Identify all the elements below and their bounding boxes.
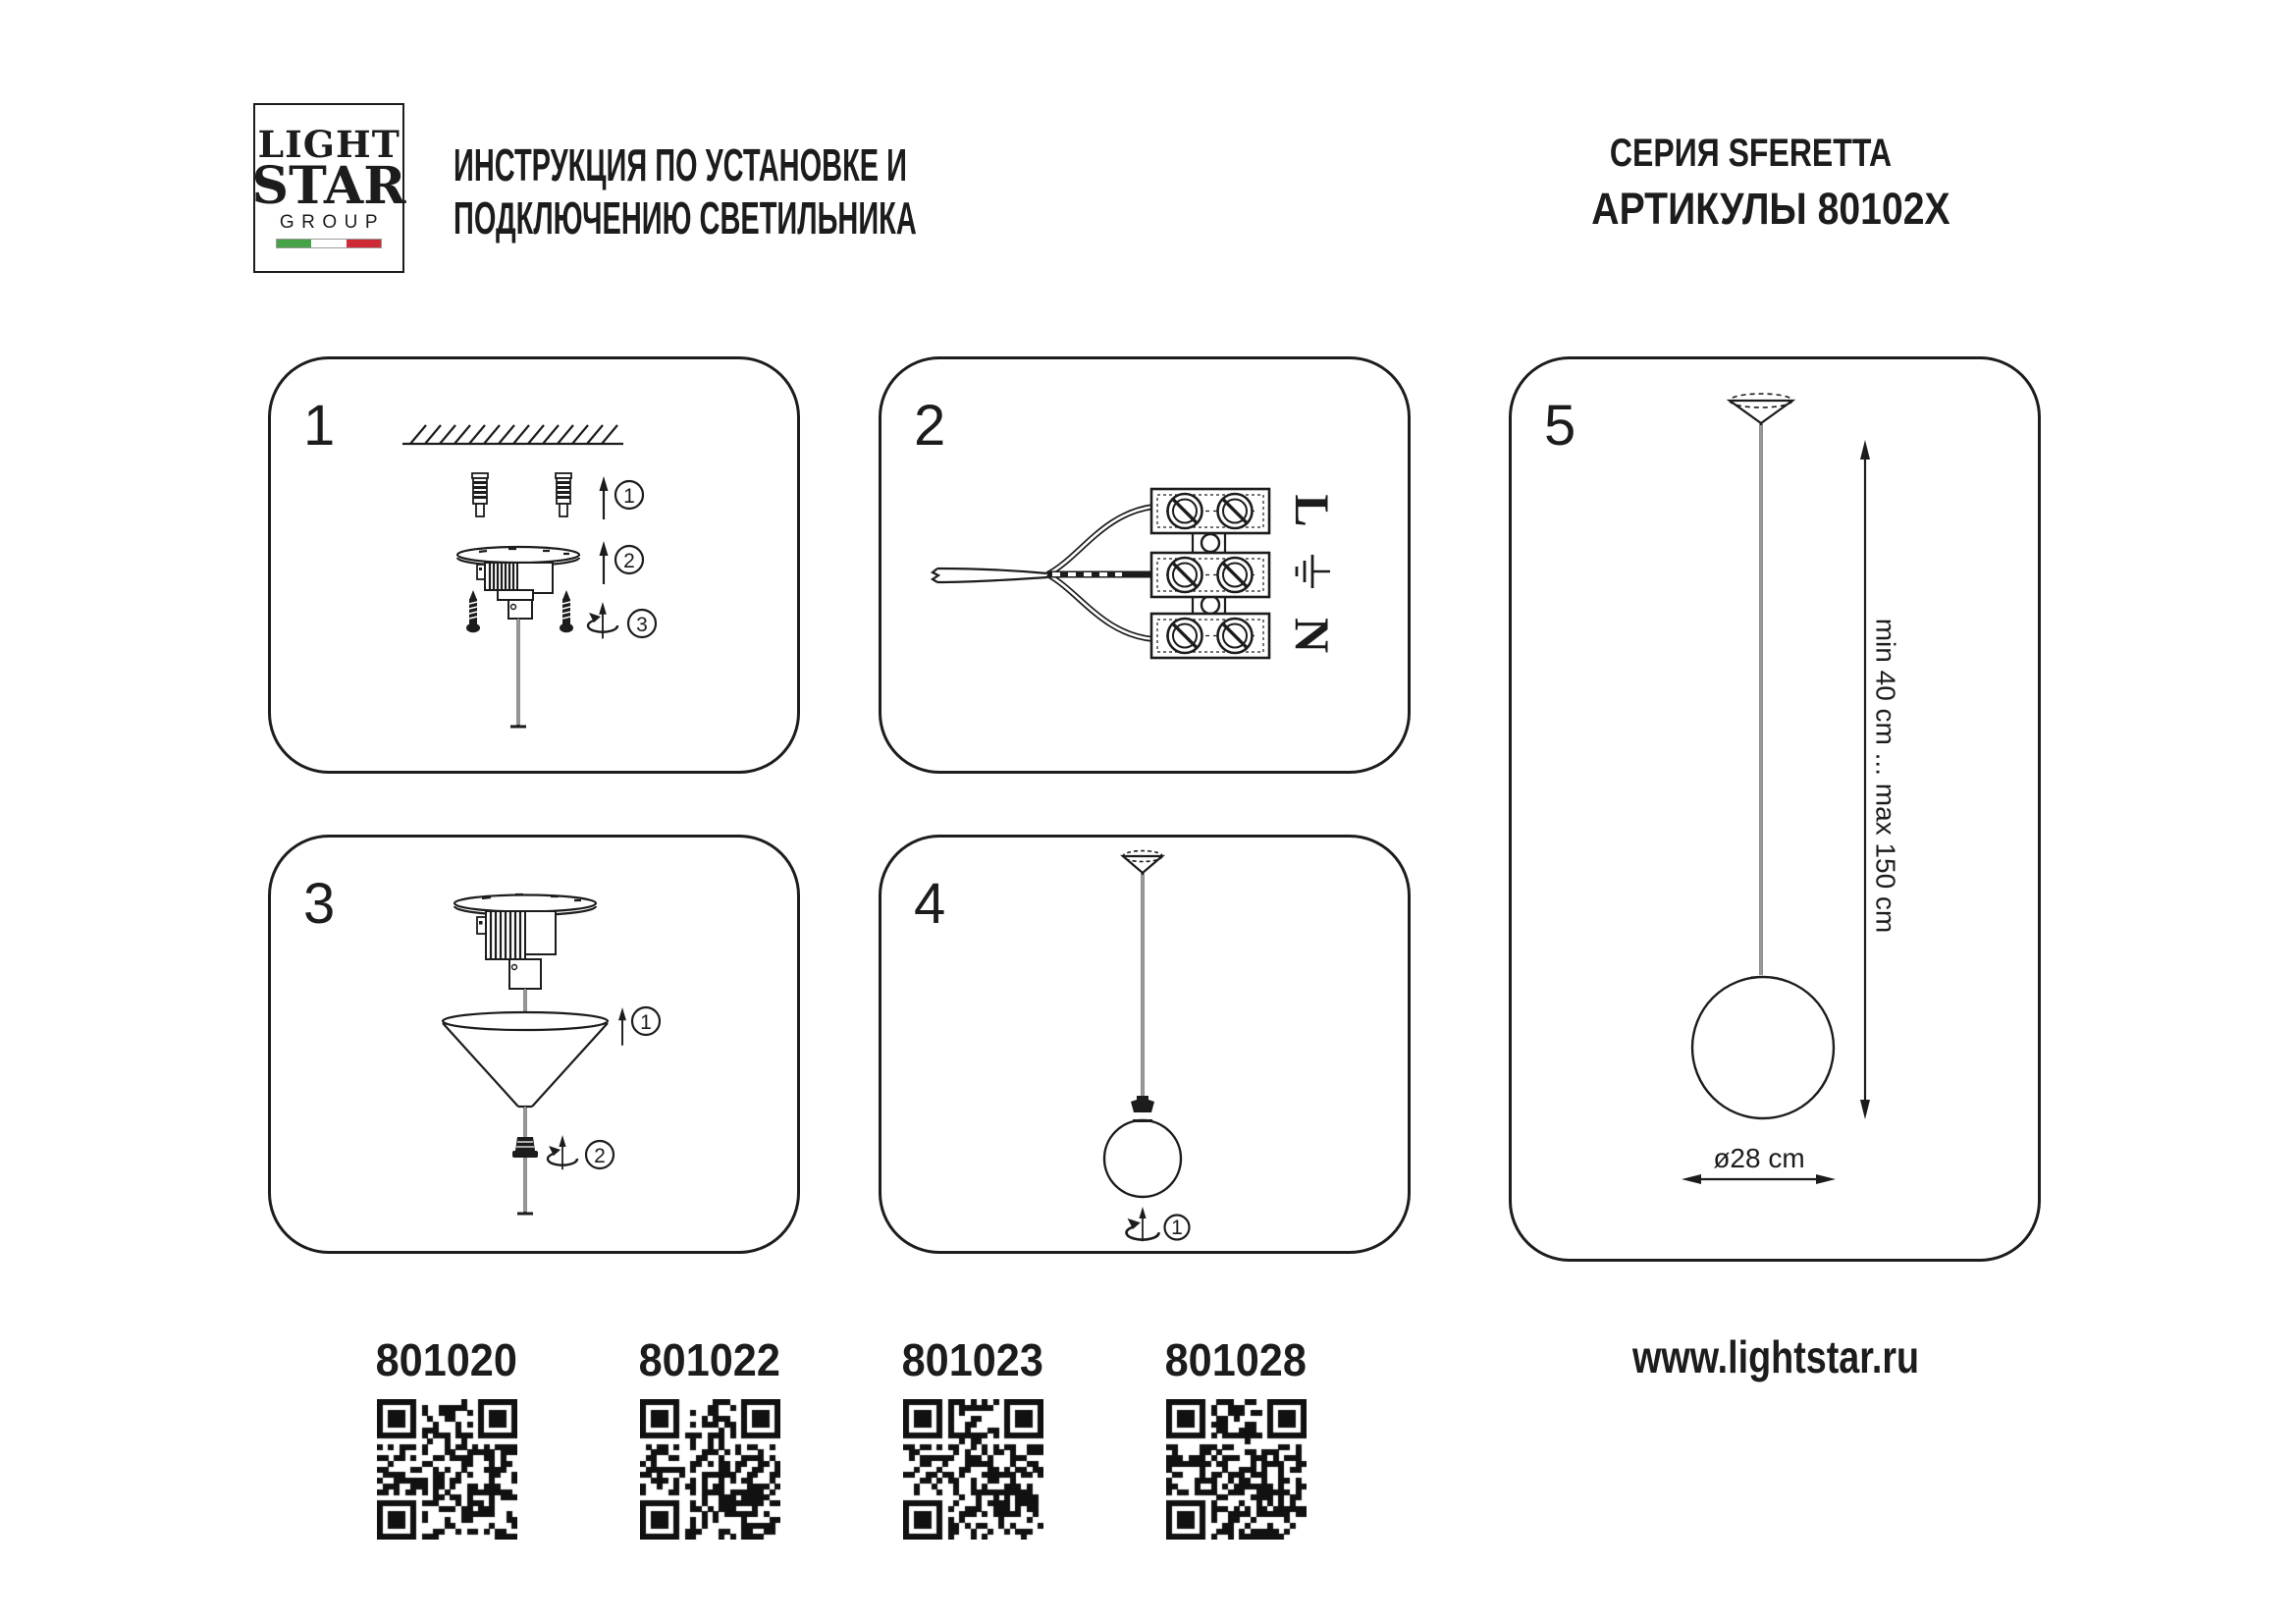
diameter-label: ø28 cm: [1713, 1143, 1805, 1173]
svg-text:1: 1: [640, 1011, 652, 1034]
cone-canopy: [1123, 851, 1162, 874]
step-1-marker: [618, 1007, 660, 1046]
articles-title: АРТИКУЛЫ 80102X: [1591, 184, 1950, 234]
wall-anchor-right: [556, 473, 571, 516]
height-dimension: [1860, 440, 1901, 1119]
article-number: 801022: [638, 1334, 781, 1385]
article-number: 801020: [375, 1334, 518, 1385]
panel-number: 2: [914, 394, 946, 458]
terminal-block-live: [1151, 489, 1269, 533]
dimensions-panel: [1509, 356, 2041, 1262]
up-arrow-icon: [618, 1007, 626, 1046]
panel-number: 5: [1544, 394, 1576, 458]
label-neutral: N: [1285, 617, 1340, 654]
up-arrow-icon: [1139, 1207, 1146, 1241]
logo-word-light: LIGHT: [257, 123, 400, 166]
website-url: www.lightstar.ru: [1632, 1331, 1920, 1382]
step-1-marker: [600, 476, 644, 519]
wall-anchor-left: [472, 473, 488, 516]
step-1-marker: [1127, 1207, 1190, 1241]
wire-live: [1047, 507, 1153, 574]
earth-ground-icon: [1297, 555, 1330, 588]
dimensions-diagram: [1509, 356, 2041, 1262]
logo-word-star: STAR: [251, 156, 406, 216]
panel-number: 3: [303, 872, 336, 936]
screw-right: [560, 590, 573, 632]
qr-code: [377, 1399, 517, 1540]
svg-text:1: 1: [623, 485, 635, 508]
step-3-marker: [588, 602, 656, 638]
diameter-dimension: [1682, 1143, 1836, 1184]
logo-word-group: GROUP: [279, 212, 386, 233]
step-panel-4-globe: [879, 835, 1411, 1254]
qr-code: [903, 1399, 1043, 1540]
article-number: 801028: [1164, 1334, 1308, 1385]
qr-code: [1166, 1399, 1307, 1540]
glass-globe: [1692, 977, 1834, 1118]
flag-green: [277, 240, 311, 247]
flag-white: [311, 240, 346, 247]
lightstar-logo: [253, 103, 404, 273]
title-line-2: ПОДКЛЮЧЕНИЮ СВЕТИЛЬНИКА: [454, 192, 917, 244]
height-range-label: min 40 cm ... max 150 cm: [1870, 618, 1901, 934]
qr-code: [640, 1399, 780, 1540]
step-panel-2-wiring: [879, 356, 1411, 774]
series-name: СЕРИЯ SFERETTA: [1610, 132, 1893, 175]
cone-shade: [443, 1012, 608, 1107]
svg-text:3: 3: [636, 614, 648, 636]
italian-flag-bar: [277, 240, 381, 247]
wiring-diagram: [879, 356, 1411, 774]
step-panel-3-shade: [268, 835, 800, 1254]
ceiling-mount-assembly: [457, 547, 579, 727]
flag-red: [347, 240, 381, 247]
cord-grip-nut: [512, 1137, 538, 1158]
step-panel-1-mounting: [268, 356, 800, 774]
cone-canopy: [1730, 394, 1792, 423]
svg-text:2: 2: [623, 550, 635, 572]
ceiling-mount-assembly: [454, 894, 596, 989]
shade-assembly-diagram: [268, 835, 800, 1254]
article-number: 801023: [901, 1334, 1044, 1385]
up-arrow-icon: [600, 476, 609, 519]
mounting-diagram: [268, 356, 800, 774]
panel-number: 1: [303, 394, 336, 458]
label-live: L: [1285, 494, 1340, 527]
title-line-1: ИНСТРУКЦИЯ ПО УСТАНОВКЕ И: [454, 139, 907, 190]
step-2-marker: [600, 541, 644, 584]
up-arrow-icon: [600, 541, 609, 584]
terminal-block-neutral: [1151, 614, 1269, 658]
svg-text:2: 2: [594, 1145, 606, 1167]
wire-neutral: [1047, 574, 1153, 639]
panel-number: 4: [914, 872, 946, 936]
page-title: [454, 138, 917, 244]
step-2-marker: [548, 1135, 614, 1169]
series-header: [1565, 132, 1950, 234]
supply-cable: [933, 568, 1047, 582]
lamp-socket: [1131, 1096, 1154, 1112]
screw-left: [466, 590, 480, 632]
ceiling-hatch: [402, 425, 623, 444]
globe-assembly-diagram: [879, 835, 1411, 1254]
svg-text:1: 1: [1171, 1217, 1183, 1239]
glass-globe: [1104, 1120, 1181, 1197]
terminal-block-earth: [1151, 553, 1269, 597]
